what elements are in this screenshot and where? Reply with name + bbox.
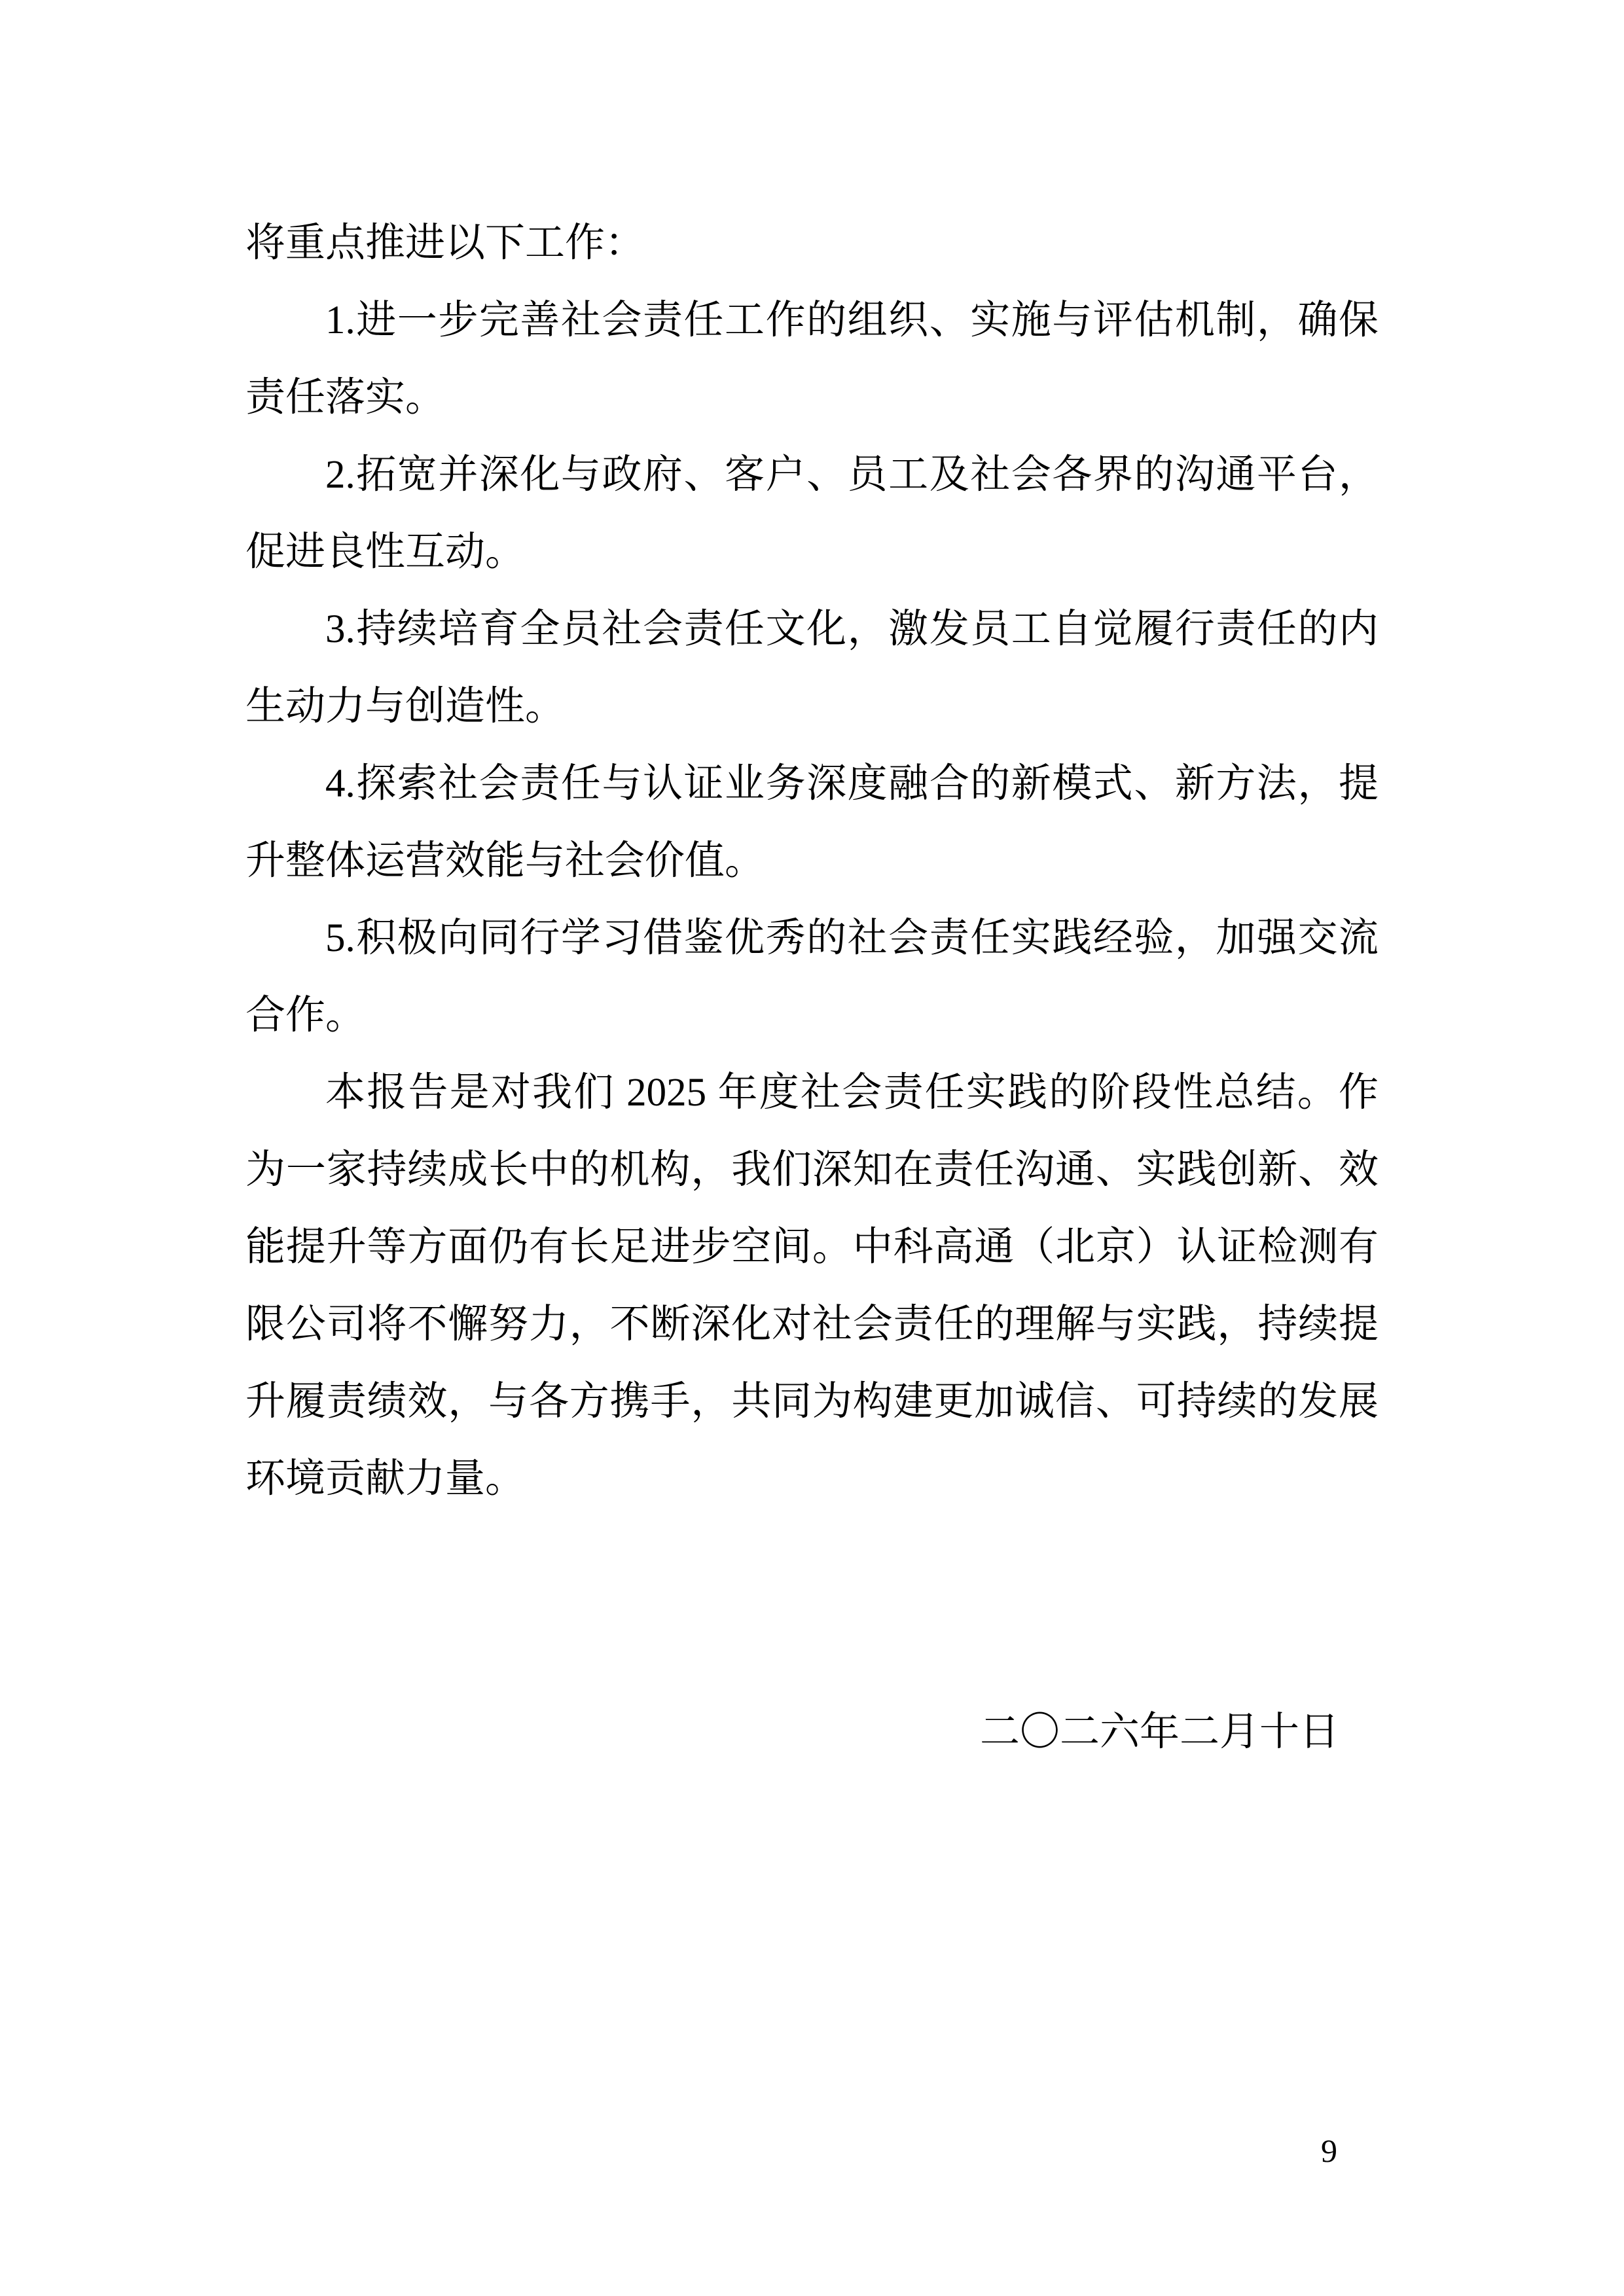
body-line: 环境贡献力量。 bbox=[245, 1457, 526, 1501]
page-number: 9 bbox=[1321, 2132, 1337, 2169]
body-line: 能提升等方面仍有长足进步空间。中科高通（北京）认证检测有 bbox=[245, 1225, 1379, 1269]
body-line: 4.探索社会责任与认证业务深度融合的新模式、新方法，提 bbox=[325, 762, 1379, 806]
body-line: 生动力与创造性。 bbox=[245, 685, 566, 728]
body-line: 3.持续培育全员社会责任文化，激发员工自觉履行责任的内 bbox=[325, 607, 1379, 651]
body-line: 升履责绩效，与各方携手，共同为构建更加诚信、可持续的发展 bbox=[245, 1380, 1379, 1424]
body-line: 本报告是对我们 2025 年度社会责任实践的阶段性总结。作 bbox=[325, 1071, 1379, 1115]
body-line: 为一家持续成长中的机构，我们深知在责任沟通、实践创新、效 bbox=[245, 1148, 1379, 1192]
body-line: 将重点推进以下工作： bbox=[245, 221, 645, 265]
body-line: 促进良性互动。 bbox=[245, 530, 526, 574]
body-line: 2.拓宽并深化与政府、客户、员工及社会各界的沟通平台， bbox=[325, 453, 1379, 497]
body-text bbox=[245, 205, 1379, 1771]
body-line: 责任落实。 bbox=[245, 376, 446, 420]
body-line: 合作。 bbox=[245, 994, 366, 1037]
body-line: 升整体运营效能与社会价值。 bbox=[245, 839, 765, 883]
body-line: 限公司将不懈努力，不断深化对社会责任的理解与实践，持续提 bbox=[245, 1302, 1379, 1346]
body-line: 5.积极向同行学习借鉴优秀的社会责任实践经验，加强交流 bbox=[325, 916, 1379, 960]
date-line: 二〇二六年二月十日 bbox=[979, 1710, 1339, 1754]
body-line: 1.进一步完善社会责任工作的组织、实施与评估机制，确保 bbox=[325, 298, 1379, 342]
